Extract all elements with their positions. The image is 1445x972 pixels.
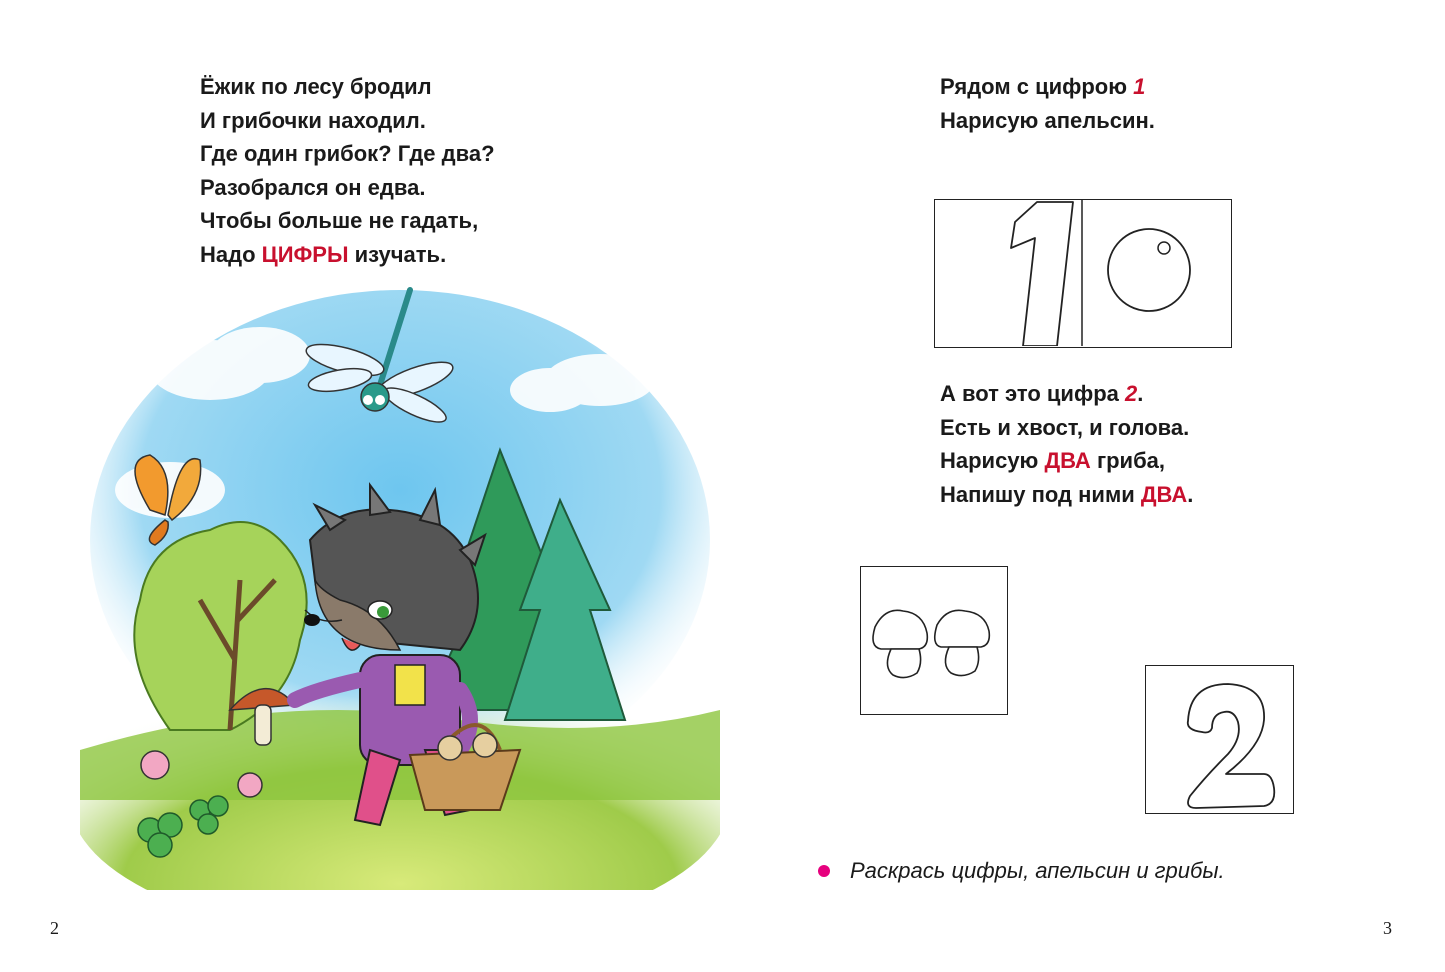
- poem-text: Напишу под ними: [940, 481, 1141, 507]
- coloring-instruction: [818, 858, 1225, 884]
- digit-two-outline-icon: [1188, 684, 1275, 808]
- right-poem-two: [940, 377, 1193, 511]
- digit-label: 2: [1125, 381, 1138, 406]
- poem-line: [940, 70, 1155, 104]
- digit-two-coloring-box: [1145, 665, 1294, 814]
- mushroom-outline-icon: [873, 610, 927, 677]
- hedgehog-forest-illustration: [80, 280, 720, 890]
- poem-text: .: [1187, 481, 1194, 507]
- poem-line: Разобрался он едва.: [200, 174, 426, 200]
- highlight-word: ДВА: [1140, 481, 1188, 507]
- poem-text: гриба,: [1090, 448, 1166, 473]
- mushroom-outline-icon: [935, 610, 990, 675]
- poem-text: Нарисую: [940, 448, 1045, 473]
- poem-line: Где один грибок? Где два?: [200, 141, 495, 166]
- highlight-word: ЦИФРЫ: [261, 241, 349, 267]
- poem-text: А вот это цифра: [940, 381, 1125, 406]
- digit-label: 1: [1133, 74, 1146, 99]
- poem-line: И грибочки находил.: [200, 107, 426, 133]
- right-poem-one: [940, 70, 1155, 137]
- poem-line: [940, 444, 1193, 478]
- digit-one-outline-icon: [1011, 202, 1073, 346]
- poem-text: .: [1137, 381, 1144, 406]
- poem-line: [940, 377, 1193, 411]
- page-number-right: 3: [1383, 918, 1392, 938]
- poem-line: Нарисую апельсин.: [940, 107, 1155, 133]
- poem-text: Надо: [200, 241, 262, 267]
- instruction-text: Раскрась цифры, апельсин и грибы.: [850, 858, 1225, 883]
- digit-one-coloring-box: [934, 199, 1232, 348]
- page-number-left: 2: [50, 918, 59, 938]
- poem-text: Рядом с цифрою: [940, 74, 1134, 99]
- mushrooms-coloring-box: [860, 566, 1008, 715]
- poem-line: Есть и хвост, и голова.: [940, 414, 1190, 440]
- bullet-icon: [818, 865, 830, 877]
- poem-line: Ёжик по лесу бродил: [200, 74, 432, 99]
- poem-line: [940, 478, 1193, 512]
- orange-outline-icon: [1108, 229, 1190, 311]
- poem-line: Чтобы больше не гадать,: [200, 208, 479, 233]
- poem-text: изучать.: [348, 241, 447, 267]
- left-poem: [200, 70, 495, 271]
- poem-line: [200, 238, 495, 272]
- highlight-word: ДВА: [1044, 448, 1091, 473]
